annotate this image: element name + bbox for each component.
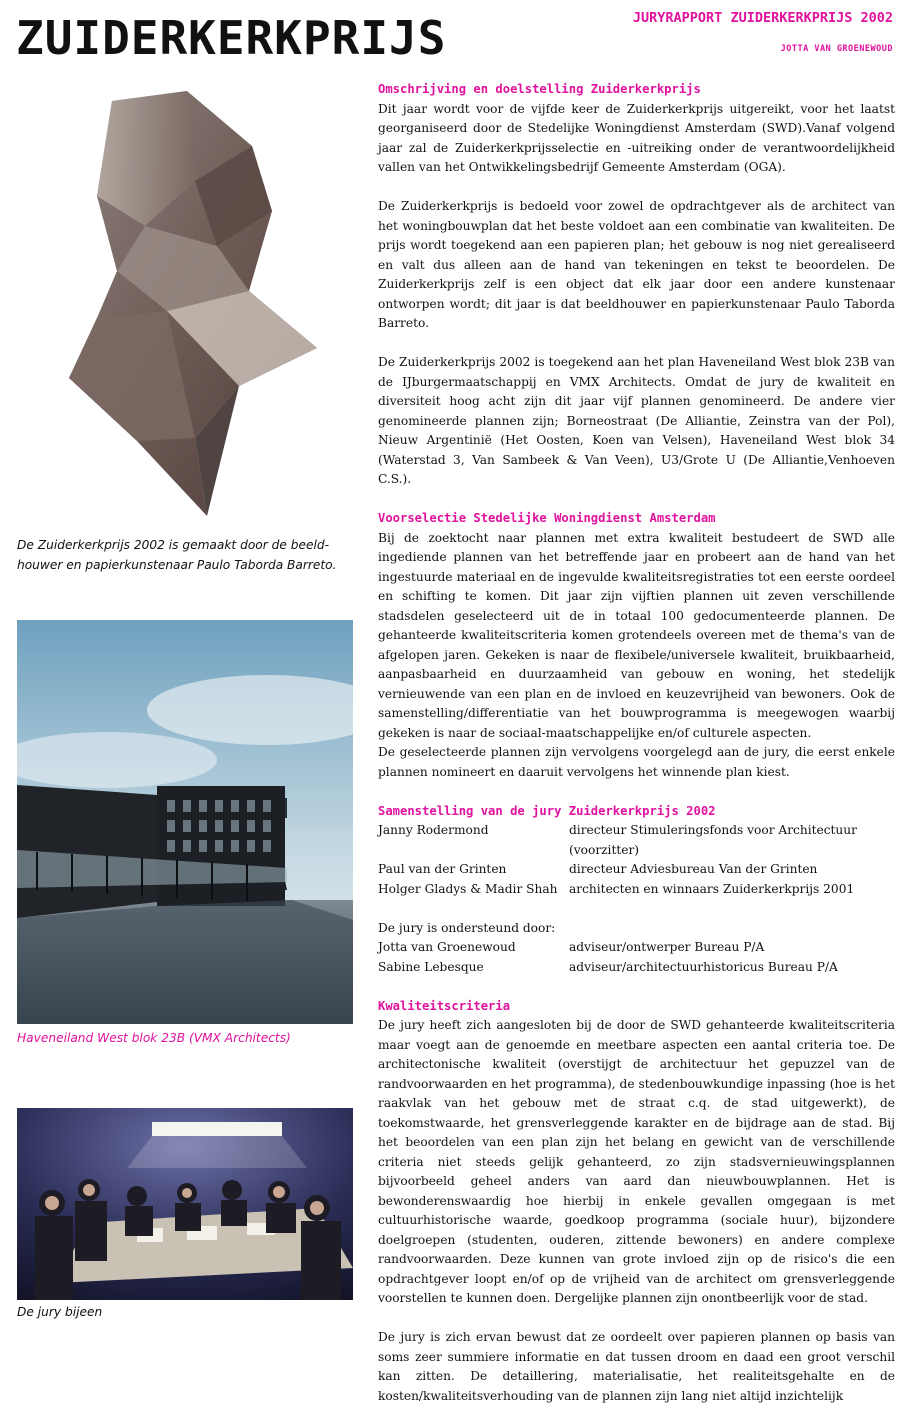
jury-member-row bbox=[378, 860, 895, 880]
support-member-name: Sabine Lebesque bbox=[378, 959, 484, 974]
jury-member-role: architecten en winnaars Zuiderkerkprijs 2001 bbox=[569, 881, 855, 896]
support-member-name: Jotta van Groenewoud bbox=[378, 940, 516, 954]
author-name: JOTTA VAN GROENEWOUD bbox=[780, 44, 893, 54]
section-heading-description: Omschrijving en doelstelling Zuiderkerkprijs bbox=[378, 82, 701, 96]
building-caption: Haveneiland West blok 23B (VMX Architects) bbox=[17, 1031, 291, 1045]
jury-member-name: Janny Rodermond bbox=[378, 823, 489, 837]
paragraph: De geselecteerde plannen zijn vervolgens voorgelegd aan de jury, die eerst enkele plannen nomineert en daaruit vervolgens het winnende plan kiest. bbox=[378, 745, 895, 779]
support-member-row bbox=[378, 958, 895, 978]
jury-photo-caption: De jury bijeen bbox=[17, 1305, 103, 1319]
building-rendering-image bbox=[17, 620, 353, 1024]
jury-member-name: Holger Gladys & Madir Shah bbox=[378, 881, 558, 896]
jury-member-role: directeur Adviesbureau Van der Grinten bbox=[569, 862, 818, 876]
support-member-row bbox=[378, 938, 895, 958]
jury-member-role: directeur Stimuleringsfonds voor Architectuur (voorzitter) bbox=[569, 823, 857, 857]
article-body bbox=[378, 80, 895, 1406]
section-heading-jury: Samenstelling van de jury Zuiderkerkprijs 2002 bbox=[378, 803, 716, 818]
jury-meeting-photo bbox=[17, 1108, 353, 1300]
jury-member-row bbox=[378, 821, 895, 860]
paragraph: Dit jaar wordt voor de vijfde keer de Zuiderkerkprijs uitgereikt, voor het laatst georganiseerd door de Stedelijke Woningdienst Amsterdam (SWD).Vanaf volgend jaar zal de Zuiderkerkprijsselectie en -uitreiking onder de verantwoordelijkheid vallen van het Ontwikkelingsbedrijf Gemeente Amsterdam (OGA). bbox=[378, 101, 895, 174]
paragraph: Bij de zoektocht naar plannen met extra kwaliteit bestudeert de SWD alle ingediende plannen van het betreffende jaar en probeert aan de hand van het ingestuurde materiaal en de ingevulde kwaliteitsregistraties tot een eerste oordeel en schifting te komen. Dit jaar zijn vijftien plannen uit zeven verschillende stadsdelen geselecteerd uit de in totaal 100 gedocumenteerde plannen. De gehanteerde kwaliteitscriteria komen grotendeels overeen met de thema's van de afgelopen jaren. Gekeken is naar de flexibele/universele kwaliteit, bruikbaarheid, aanpasbaarheid en duurzaamheid van gebouw en woning, het stedelijk vernieuwende van een plan en de invloed en keuzevrijheid van bewoners. Ook de samenstelling/differentiatie van het bouwprogramma is meegewogen waarbij gekeken is naar de sociaal-maatschappelijke en/of culturele aspecten. bbox=[378, 530, 895, 740]
report-title: JURYRAPPORT ZUIDERKERKPRIJS 2002 bbox=[632, 10, 893, 26]
jury-member-row bbox=[378, 880, 895, 900]
section-heading-preselection: Voorselectie Stedelijke Woningdienst Amsterdam bbox=[378, 511, 716, 525]
section-heading-criteria: Kwaliteitscriteria bbox=[378, 998, 511, 1013]
support-member-role: adviseur/architectuurhistoricus Bureau P/A bbox=[569, 959, 838, 974]
paragraph: De jury is zich ervan bewust dat ze oordeelt over papieren plannen op basis van soms zeer summiere informatie en dat tussen droom en daad een groot verschil kan zitten. De detaillering, materialisatie, het realiteitsgehalte en de kosten/kwaliteitsverhouding van de plannen zijn lang niet altijd inzichtelijk bbox=[378, 1330, 895, 1403]
jury-member-name: Paul van der Grinten bbox=[378, 862, 507, 876]
paragraph: De Zuiderkerkprijs 2002 is toegekend aan het plan Haveneiland West blok 23B van de IJburgermaatschappij en VMX Architects. Omdat de jury de kwaliteit en diversiteit hoog acht zijn dit jaar vijf plannen genomineerd. De andere vier genomineerde plannen zijn; Borneostraat (De Alliantie, Zeinstra van der Pol), Nieuw Argentinië (Het Oosten, Koen van Velsen), Haveneiland West blok 34 (Waterstad 3, Van Sambeek & Van Veen), U3/Grote U (De Alliantie,Venhoeven C.S.). bbox=[378, 355, 895, 486]
paragraph: De Zuiderkerkprijs is bedoeld voor zowel de opdrachtgever als de architect van het woningbouwplan dat het beste voldoet aan een combinatie van kwaliteiten. De prijs wordt toegekend aan een papieren plan; het gebouw is nog niet gerealiseerd en valt dus alleen aan de hand van tekeningen en tekst te beoordelen. De Zuiderkerkprijs zelf is een object dat elk jaar door een andere kunstenaar ontworpen wordt; dit jaar is dat beeldhouwer en papierkunstenaar Paulo Taborda Barreto. bbox=[378, 199, 895, 330]
sculpture-caption: De Zuiderkerkprijs 2002 is gemaakt door de beeld-houwer en papierkunstenaar Paulo Taborda Barreto. bbox=[17, 538, 337, 572]
paragraph: De jury heeft zich aangesloten bij de door de SWD gehanteerde kwaliteitscriteria maar voegt aan de genoemde en meetbare aspecten een aantal criteria toe. De architectonische kwaliteit (overstijgt de architectuur het gepuzzel van de randvoorwaarden en het programma), de stedenbouwkundige inpassing (hoe is het raakvlak van het gebouw met de straat c.q. de stad uitgewerkt), de toekomstwaarde, het grensverleggende karakter en de bijdrage aan de stad. Bij het beoordelen van een plan zijn het belang en gewicht van de verschillende criteria niet steeds gelijk gehanteerd, zo zijn stadsvernieuwingsplannen bijvoorbeeld geheel anders van aard dan nieuwbouwplannen. Het is bewonderenswaardig hoe hierbij in enkele gevallen omgegaan is met cultuurhistorische waarde, goedkoop programma (sociale huur), bijzondere doelgroepen (studenten, ouderen, zittende bewoners) en andere complexe randvoorwaarden. Deze kunnen van grote invloed zijn op de risico's die een opdrachtgever loopt en/of op de vrijheid van de architect om grensverleggende voorstellen te kunnen doen. Dergelijke plannen zijn onontbeerlijk voor de stad. bbox=[378, 1018, 895, 1305]
sculpture-image bbox=[17, 86, 353, 532]
support-intro: De jury is ondersteund door: bbox=[378, 920, 556, 935]
page-title: ZUIDERKERKPRIJS bbox=[16, 11, 447, 65]
support-member-role: adviseur/ontwerper Bureau P/A bbox=[569, 940, 765, 954]
